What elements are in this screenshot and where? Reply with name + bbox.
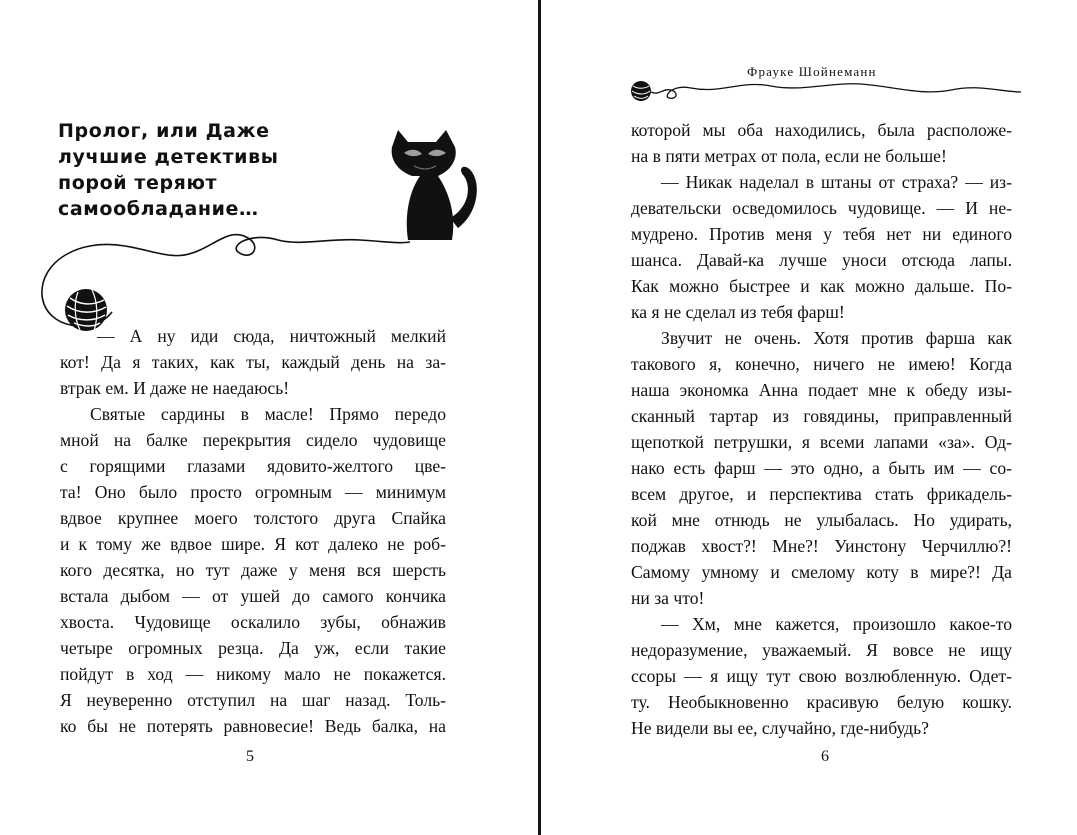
text-line: сканный тартар из говядины, приправленный [631,406,1012,426]
text-line: Самому умному и смелому коту в мире?! Да [631,562,1012,582]
text-line: Звучит не очень. Хотя против фарша как [661,328,1012,348]
header-yarn-ornament [541,0,1077,110]
body-text [631,117,1012,741]
text-line: ко бы не потерять равновесие! Ведь балка, на [60,716,446,736]
text-line: та! Оно было просто огромным — минимум [60,482,446,502]
text-line: встала дыбом — от ушей до самого кончика [60,586,446,606]
text-line: хвоста. Чудовище оскалило зубы, обнажив [60,612,446,632]
text-line: Как можно быстрее и как можно дальше. По- [631,276,1012,296]
text-line: — Никак наделал в штаны от страха? — из- [661,172,1012,192]
text-line: четыре огромных резца. Да уж, если такие [60,638,446,658]
page-number: 5 [246,748,254,765]
text-line: кот! Да я таких, как ты, каждый день на за- [60,352,446,372]
text-line: недоразумение, уважаемый. Я вовсе не ищу [631,640,1012,660]
text-line: ссоры — я ищу тут свою возлюбленную. Одет- [631,666,1012,686]
yarn-ball-icon [631,81,651,101]
text-line: — Хм, мне кажется, произошло какое-то [661,614,1012,634]
text-line: девательски осведомилось чудовище. — И не- [631,198,1012,218]
body-text [60,323,446,739]
page-number: 6 [821,748,829,765]
text-line: кой мне отнюдь не улыбалась. Но удирать, [631,510,1012,530]
text-line: которой мы оба находились, была расположе- [631,120,1012,140]
header-string-line [651,84,1021,99]
chapter-title-line: лучшие детективы [58,146,279,168]
text-line: втрак ем. И даже не наедаюсь! [60,378,290,398]
black-cat-icon [392,130,477,240]
text-line: ту. Необыкновенно красивую белую кошку. [631,692,1012,712]
text-line: нако есть фарш — это одно, а быть им — со- [631,458,1012,478]
text-line: шанса. Давай-ка лучше уноси отсюда лапы. [631,250,1012,270]
text-line: вдвое крупнее моего толстого друга Спайка [60,508,446,528]
text-line: с горящими глазами ядовито-желтого цве- [60,456,446,476]
text-line: Не видели вы ее, случайно, где-нибудь? [631,718,929,738]
text-line: Святые сардины в масле! Прямо передо [90,404,446,424]
text-line: на в пяти метрах от пола, если не больше! [631,146,947,166]
text-line: — А ну иди сюда, ничтожный мелкий [97,326,446,346]
text-line: кого десятка, но тут даже у меня вся шерсть [60,560,446,580]
text-line: ка я не сделал из тебя фарш! [631,302,845,322]
text-line: наша экономка Анна подает мне к обеду изы- [631,380,1012,400]
chapter-title [58,118,388,222]
text-line: поджав хвост?! Мне?! Уинстону Черчиллю?! [631,536,1012,556]
chapter-title-line: самообладание… [58,198,259,220]
text-line: и к тому же вдвое шире. Я кот далеко не роб- [60,534,446,554]
text-line: всем другое, и перспектива стать фрикадель- [631,484,1012,504]
text-line: Я неуверенно отступил на шаг назад. Толь- [60,690,446,710]
text-line: щепоткой петрушки, я всеми лапами «за». Од- [631,432,1012,452]
text-line: мудрено. Против меня у тебя нет ни единого [631,224,1012,244]
text-line: ни за что! [631,588,705,608]
chapter-title-line: Пролог, или Даже [58,120,270,142]
text-line: пойдут в ход — никому мало не покажется. [60,664,446,684]
left-page [0,0,538,835]
text-line: мной на балке перекрытия сидело чудовище [60,430,446,450]
running-head-author: Фрауке Шойнеманн [747,64,877,79]
chapter-title-line: порой теряют [58,172,218,194]
text-line: такового я, конечно, ничего не имею! Когда [631,354,1012,374]
right-page [541,0,1077,835]
